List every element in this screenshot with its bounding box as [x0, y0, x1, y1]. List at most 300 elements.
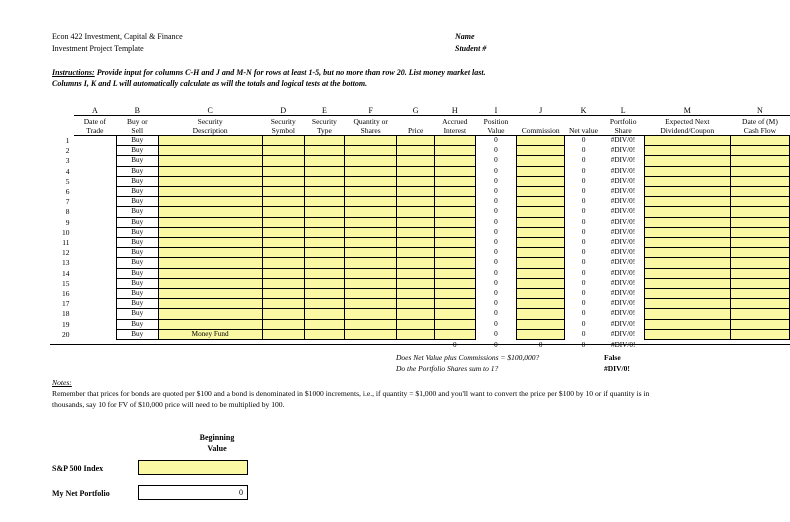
cell-expected-next-dividend[interactable]	[644, 146, 730, 156]
cell-net-value: 0	[565, 166, 603, 176]
cell-expected-next-dividend[interactable]	[644, 309, 730, 319]
cell-position-value: 0	[475, 217, 517, 227]
bottom-rule	[50, 344, 790, 345]
cell-price[interactable]	[397, 227, 434, 237]
cell-security-type[interactable]	[304, 176, 344, 186]
cell-date-of-trade[interactable]	[74, 268, 117, 278]
cell-accrued-interest[interactable]	[434, 309, 475, 319]
cell-expected-next-dividend[interactable]	[644, 258, 730, 268]
header-position-value-l2: Value	[487, 125, 505, 135]
cell-quantity-or-shares[interactable]	[344, 278, 397, 288]
cell-quantity-or-shares[interactable]	[344, 299, 397, 309]
table-row	[50, 278, 790, 288]
column-letter-d: D	[280, 106, 287, 115]
table-row	[50, 319, 790, 329]
row-number: 7	[50, 197, 74, 207]
cell-buy-or-sell[interactable]: Buy	[116, 187, 158, 197]
cell-security-type[interactable]	[304, 217, 344, 227]
cell-price[interactable]	[397, 156, 434, 166]
header-security-type-l2: Type	[316, 125, 332, 135]
cell-portfolio-share: #DIV/0!	[602, 227, 644, 237]
cell-quantity-or-shares[interactable]	[344, 187, 397, 197]
cell-security-type[interactable]	[304, 166, 344, 176]
cell-accrued-interest[interactable]	[434, 268, 475, 278]
cell-security-description[interactable]	[158, 238, 262, 248]
cell-security-symbol[interactable]	[262, 176, 304, 186]
cell-expected-next-dividend[interactable]	[644, 238, 730, 248]
cell-expected-next-dividend[interactable]	[644, 217, 730, 227]
cell-security-symbol[interactable]	[262, 207, 304, 217]
cell-commission[interactable]	[517, 176, 565, 186]
header-commission	[517, 116, 565, 136]
cell-date-of-cash-flow[interactable]	[730, 238, 789, 248]
cell-security-symbol[interactable]	[262, 258, 304, 268]
cell-security-description[interactable]	[158, 309, 262, 319]
cell-expected-next-dividend[interactable]	[644, 207, 730, 217]
header-position-value-l1: Position	[483, 116, 509, 126]
cell-quantity-or-shares[interactable]	[344, 176, 397, 186]
cell-date-of-cash-flow[interactable]	[730, 227, 789, 237]
cell-security-symbol[interactable]	[262, 278, 304, 288]
cell-security-symbol[interactable]	[262, 217, 304, 227]
cell-net-value: 0	[565, 207, 603, 217]
cell-date-of-cash-flow[interactable]	[730, 207, 789, 217]
cell-security-symbol[interactable]	[262, 319, 304, 329]
header-portfolio-share-l1: Portfolio	[609, 116, 637, 126]
cell-expected-next-dividend[interactable]	[644, 197, 730, 207]
cell-quantity-or-shares[interactable]	[344, 309, 397, 319]
cell-security-type[interactable]	[304, 227, 344, 237]
cell-buy-or-sell[interactable]: Buy	[116, 156, 158, 166]
cell-commission[interactable]	[517, 207, 565, 217]
cell-accrued-interest[interactable]	[434, 166, 475, 176]
header-quantity-or-shares	[344, 116, 397, 136]
cell-security-description[interactable]	[158, 299, 262, 309]
header-buy-or-sell	[116, 116, 158, 136]
cell-position-value: 0	[475, 227, 517, 237]
my-net-portfolio-value-box	[138, 485, 248, 500]
cell-date-of-trade[interactable]	[74, 156, 117, 166]
column-letter-k: K	[580, 106, 587, 115]
cell-date-of-trade[interactable]	[74, 207, 117, 217]
cell-accrued-interest[interactable]	[434, 187, 475, 197]
cell-quantity-or-shares[interactable]	[344, 319, 397, 329]
header-security-type	[304, 116, 344, 136]
cell-accrued-interest[interactable]	[434, 156, 475, 166]
cell-security-symbol[interactable]	[262, 166, 304, 176]
cell-position-value: 0	[475, 309, 517, 319]
course-title-line2: Investment Project Template	[52, 44, 144, 53]
cell-accrued-interest[interactable]	[434, 197, 475, 207]
cell-commission[interactable]	[517, 319, 565, 329]
row-number: 4	[50, 166, 74, 176]
cell-buy-or-sell[interactable]: Buy	[116, 207, 158, 217]
row-number: 2	[50, 146, 74, 156]
cell-expected-next-dividend[interactable]	[644, 187, 730, 197]
cell-security-description[interactable]	[158, 187, 262, 197]
cell-accrued-interest[interactable]	[434, 278, 475, 288]
cell-buy-or-sell[interactable]: Buy	[116, 166, 158, 176]
cell-price[interactable]	[397, 146, 434, 156]
cell-buy-or-sell[interactable]: Buy	[116, 289, 158, 299]
cell-price[interactable]	[397, 176, 434, 186]
cell-commission[interactable]	[517, 268, 565, 278]
notes-line1: Remember that prices for bonds are quoted per $100 and a bond is denominated in $1000 increments, i.e., if quantity = $1,000 and you'll want to convert the price per $100 by 10 or if quantity is in	[52, 389, 650, 398]
cell-security-type[interactable]	[304, 268, 344, 278]
cell-date-of-cash-flow[interactable]	[730, 309, 789, 319]
cell-accrued-interest[interactable]	[434, 227, 475, 237]
cell-date-of-trade[interactable]	[74, 176, 117, 186]
cell-quantity-or-shares[interactable]	[344, 268, 397, 278]
cell-net-value: 0	[565, 258, 603, 268]
cell-security-type[interactable]	[304, 156, 344, 166]
cell-date-of-cash-flow[interactable]	[730, 136, 789, 146]
cell-commission[interactable]	[517, 146, 565, 156]
totals-commission: 0	[517, 340, 565, 351]
cell-security-type[interactable]	[304, 248, 344, 258]
header-portfolio-share	[602, 116, 644, 136]
cell-date-of-cash-flow[interactable]	[730, 176, 789, 186]
cell-security-description[interactable]	[158, 258, 262, 268]
header-expected-next-dividend	[644, 116, 730, 136]
sp500-index-input[interactable]	[138, 460, 248, 475]
cell-price[interactable]	[397, 217, 434, 227]
cell-security-symbol[interactable]	[262, 299, 304, 309]
row-number: 16	[50, 289, 74, 299]
cell-quantity-or-shares[interactable]	[344, 329, 397, 339]
cell-security-description[interactable]: Money Fund	[158, 329, 262, 339]
cell-price[interactable]	[397, 187, 434, 197]
cell-commission[interactable]	[517, 289, 565, 299]
row-number: 1	[50, 136, 74, 146]
cell-date-of-cash-flow[interactable]	[730, 319, 789, 329]
cell-quantity-or-shares[interactable]	[344, 248, 397, 258]
totals-portfolio-share: #DIV/0!	[602, 340, 644, 351]
cell-buy-or-sell[interactable]: Buy	[116, 278, 158, 288]
cell-buy-or-sell[interactable]: Buy	[116, 329, 158, 339]
cell-expected-next-dividend[interactable]	[644, 268, 730, 278]
cell-security-type[interactable]	[304, 258, 344, 268]
row-number: 3	[50, 156, 74, 166]
test-question-1: Does Net Value plus Commissions = $100,000?	[396, 353, 540, 362]
cell-security-symbol[interactable]	[262, 136, 304, 146]
cell-security-symbol[interactable]	[262, 227, 304, 237]
cell-date-of-trade[interactable]	[74, 187, 117, 197]
cell-security-symbol[interactable]	[262, 268, 304, 278]
cell-security-type[interactable]	[304, 309, 344, 319]
cell-accrued-interest[interactable]	[434, 248, 475, 258]
cell-expected-next-dividend[interactable]	[644, 278, 730, 288]
cell-date-of-trade[interactable]	[74, 227, 117, 237]
cell-buy-or-sell[interactable]: Buy	[116, 309, 158, 319]
cell-accrued-interest[interactable]	[434, 258, 475, 268]
cell-price[interactable]	[397, 268, 434, 278]
cell-buy-or-sell[interactable]: Buy	[116, 258, 158, 268]
cell-security-type[interactable]	[304, 289, 344, 299]
cell-security-symbol[interactable]	[262, 309, 304, 319]
cell-commission[interactable]	[517, 329, 565, 339]
cell-accrued-interest[interactable]	[434, 146, 475, 156]
cell-price[interactable]	[397, 238, 434, 248]
cell-quantity-or-shares[interactable]	[344, 217, 397, 227]
cell-date-of-cash-flow[interactable]	[730, 146, 789, 156]
cell-security-type[interactable]	[304, 329, 344, 339]
cell-date-of-trade[interactable]	[74, 258, 117, 268]
cell-price[interactable]	[397, 248, 434, 258]
cell-accrued-interest[interactable]	[434, 176, 475, 186]
cell-date-of-trade[interactable]	[74, 146, 117, 156]
cell-expected-next-dividend[interactable]	[644, 289, 730, 299]
instructions-block	[52, 67, 486, 89]
cell-accrued-interest[interactable]	[434, 289, 475, 299]
cell-security-type[interactable]	[304, 299, 344, 309]
cell-commission[interactable]	[517, 187, 565, 197]
cell-expected-next-dividend[interactable]	[644, 248, 730, 258]
cell-expected-next-dividend[interactable]	[644, 319, 730, 329]
row-number: 20	[50, 329, 74, 339]
header-portfolio-share-l2: Share	[614, 125, 632, 135]
cell-security-type[interactable]	[304, 146, 344, 156]
cell-buy-or-sell[interactable]: Buy	[116, 227, 158, 237]
cell-security-description[interactable]	[158, 319, 262, 329]
cell-portfolio-share: #DIV/0!	[602, 319, 644, 329]
cell-price[interactable]	[397, 207, 434, 217]
cell-buy-or-sell[interactable]: Buy	[116, 238, 158, 248]
cell-quantity-or-shares[interactable]	[344, 258, 397, 268]
header-cash-flow-l2: Cash Flow	[743, 125, 777, 135]
cell-quantity-or-shares[interactable]	[344, 289, 397, 299]
cell-security-description[interactable]	[158, 176, 262, 186]
cell-security-type[interactable]	[304, 238, 344, 248]
header-position-value	[475, 116, 517, 136]
cell-date-of-cash-flow[interactable]	[730, 156, 789, 166]
cell-date-of-trade[interactable]	[74, 319, 117, 329]
cell-commission[interactable]	[517, 309, 565, 319]
cell-security-symbol[interactable]	[262, 238, 304, 248]
cell-price[interactable]	[397, 197, 434, 207]
table-row	[50, 156, 790, 166]
column-letter-h: H	[451, 106, 458, 115]
cell-security-symbol[interactable]	[262, 329, 304, 339]
cell-date-of-trade[interactable]	[74, 289, 117, 299]
cell-net-value: 0	[565, 227, 603, 237]
cell-date-of-cash-flow[interactable]	[730, 278, 789, 288]
totals-net-value: 0	[565, 340, 603, 351]
cell-accrued-interest[interactable]	[434, 319, 475, 329]
cell-date-of-cash-flow[interactable]	[730, 299, 789, 309]
cell-security-description[interactable]	[158, 268, 262, 278]
cell-security-description[interactable]	[158, 248, 262, 258]
cell-security-type[interactable]	[304, 278, 344, 288]
cell-date-of-trade[interactable]	[74, 299, 117, 309]
cell-security-symbol[interactable]	[262, 248, 304, 258]
cell-expected-next-dividend[interactable]	[644, 299, 730, 309]
cell-date-of-trade[interactable]	[74, 217, 117, 227]
cell-accrued-interest[interactable]	[434, 207, 475, 217]
cell-buy-or-sell[interactable]: Buy	[116, 268, 158, 278]
cell-date-of-trade[interactable]	[74, 166, 117, 176]
cell-security-type[interactable]	[304, 136, 344, 146]
cell-accrued-interest[interactable]	[434, 136, 475, 146]
cell-commission[interactable]	[517, 278, 565, 288]
cell-position-value: 0	[475, 289, 517, 299]
table-row	[50, 227, 790, 237]
course-title-line1: Econ 422 Investment, Capital & Finance	[52, 32, 183, 41]
cell-quantity-or-shares[interactable]	[344, 227, 397, 237]
header-net-value	[565, 116, 603, 136]
cell-buy-or-sell[interactable]: Buy	[116, 217, 158, 227]
row-number: 8	[50, 207, 74, 217]
cell-security-description[interactable]	[158, 217, 262, 227]
beginning-value-l1: Beginning	[199, 433, 235, 442]
cell-security-description[interactable]	[158, 207, 262, 217]
cell-quantity-or-shares[interactable]	[344, 136, 397, 146]
cell-price[interactable]	[397, 299, 434, 309]
cell-commission[interactable]	[517, 258, 565, 268]
cell-commission[interactable]	[517, 217, 565, 227]
cell-security-symbol[interactable]	[262, 187, 304, 197]
cell-expected-next-dividend[interactable]	[644, 176, 730, 186]
cell-portfolio-share: #DIV/0!	[602, 309, 644, 319]
cell-date-of-cash-flow[interactable]	[730, 329, 789, 339]
cell-security-type[interactable]	[304, 187, 344, 197]
column-letter-b: B	[134, 106, 140, 115]
instructions-line1-text: Provide input for columns C-H and J and M-N for rows at least 1-5, but no more than row 20. List money market last.	[94, 68, 486, 77]
cell-commission[interactable]	[517, 156, 565, 166]
cell-net-value: 0	[565, 176, 603, 186]
cell-date-of-trade[interactable]	[74, 278, 117, 288]
cell-position-value: 0	[475, 136, 517, 146]
header-date-of-trade-l1: Date of	[83, 116, 107, 126]
header-expected-dividend-l2: Dividend/Coupon	[660, 125, 715, 135]
cell-buy-or-sell[interactable]: Buy	[116, 176, 158, 186]
cell-date-of-trade[interactable]	[74, 309, 117, 319]
cell-commission[interactable]	[517, 166, 565, 176]
cell-accrued-interest[interactable]	[434, 238, 475, 248]
cell-date-of-trade[interactable]	[74, 248, 117, 258]
header-security-description	[158, 116, 262, 136]
cell-security-description[interactable]	[158, 166, 262, 176]
cell-security-type[interactable]	[304, 207, 344, 217]
cell-net-value: 0	[565, 197, 603, 207]
cell-price[interactable]	[397, 258, 434, 268]
cell-position-value: 0	[475, 278, 517, 288]
cell-commission[interactable]	[517, 299, 565, 309]
cell-accrued-interest[interactable]	[434, 329, 475, 339]
cell-quantity-or-shares[interactable]	[344, 197, 397, 207]
cell-buy-or-sell[interactable]: Buy	[116, 319, 158, 329]
row-number: 6	[50, 187, 74, 197]
cell-security-type[interactable]	[304, 319, 344, 329]
cell-expected-next-dividend[interactable]	[644, 166, 730, 176]
cell-accrued-interest[interactable]	[434, 217, 475, 227]
cell-date-of-trade[interactable]	[74, 238, 117, 248]
notes-label: Notes:	[52, 378, 72, 387]
cell-quantity-or-shares[interactable]	[344, 146, 397, 156]
beginning-value-header	[172, 432, 262, 454]
cell-buy-or-sell[interactable]: Buy	[116, 248, 158, 258]
cell-price[interactable]	[397, 309, 434, 319]
cell-position-value: 0	[475, 187, 517, 197]
cell-date-of-trade[interactable]	[74, 197, 117, 207]
header-security-symbol-l2: Symbol	[271, 125, 295, 135]
cell-price[interactable]	[397, 278, 434, 288]
cell-portfolio-share: #DIV/0!	[602, 329, 644, 339]
cell-quantity-or-shares[interactable]	[344, 238, 397, 248]
cell-date-of-cash-flow[interactable]	[730, 248, 789, 258]
cell-date-of-cash-flow[interactable]	[730, 187, 789, 197]
cell-security-description[interactable]	[158, 156, 262, 166]
cell-date-of-cash-flow[interactable]	[730, 289, 789, 299]
cell-security-description[interactable]	[158, 197, 262, 207]
cell-commission[interactable]	[517, 227, 565, 237]
cell-expected-next-dividend[interactable]	[644, 136, 730, 146]
cell-expected-next-dividend[interactable]	[644, 329, 730, 339]
cell-quantity-or-shares[interactable]	[344, 156, 397, 166]
cell-buy-or-sell[interactable]: Buy	[116, 136, 158, 146]
cell-quantity-or-shares[interactable]	[344, 166, 397, 176]
cell-date-of-cash-flow[interactable]	[730, 166, 789, 176]
cell-portfolio-share: #DIV/0!	[602, 289, 644, 299]
cell-security-type[interactable]	[304, 197, 344, 207]
cell-security-description[interactable]	[158, 227, 262, 237]
cell-date-of-cash-flow[interactable]	[730, 268, 789, 278]
cell-security-symbol[interactable]	[262, 156, 304, 166]
cell-accrued-interest[interactable]	[434, 299, 475, 309]
column-letter-g: G	[412, 106, 419, 115]
cell-date-of-cash-flow[interactable]	[730, 258, 789, 268]
cell-quantity-or-shares[interactable]	[344, 207, 397, 217]
cell-date-of-trade[interactable]	[74, 329, 117, 339]
cell-commission[interactable]	[517, 248, 565, 258]
cell-buy-or-sell[interactable]: Buy	[116, 146, 158, 156]
cell-price[interactable]	[397, 319, 434, 329]
cell-portfolio-share: #DIV/0!	[602, 268, 644, 278]
cell-net-value: 0	[565, 329, 603, 339]
name-label: Name	[455, 32, 475, 41]
header-date-of-trade-l2: Trade	[86, 125, 104, 135]
header-expected-dividend-l1: Expected Next	[665, 116, 710, 126]
cell-commission[interactable]	[517, 238, 565, 248]
cell-buy-or-sell[interactable]: Buy	[116, 197, 158, 207]
cell-security-symbol[interactable]	[262, 197, 304, 207]
cell-commission[interactable]	[517, 197, 565, 207]
cell-security-symbol[interactable]	[262, 146, 304, 156]
table-row	[50, 207, 790, 217]
cell-price[interactable]	[397, 136, 434, 146]
cell-date-of-trade[interactable]	[74, 136, 117, 146]
cell-date-of-cash-flow[interactable]	[730, 197, 789, 207]
cell-expected-next-dividend[interactable]	[644, 227, 730, 237]
cell-commission[interactable]	[517, 136, 565, 146]
header-date-of-cash-flow	[730, 116, 789, 136]
cell-price[interactable]	[397, 329, 434, 339]
cell-security-description[interactable]	[158, 136, 262, 146]
cell-portfolio-share: #DIV/0!	[602, 258, 644, 268]
cell-date-of-cash-flow[interactable]	[730, 217, 789, 227]
header-buy-or-sell-l1: Buy or	[126, 116, 148, 126]
cell-security-symbol[interactable]	[262, 289, 304, 299]
cell-security-description[interactable]	[158, 146, 262, 156]
cell-expected-next-dividend[interactable]	[644, 156, 730, 166]
cell-price[interactable]	[397, 166, 434, 176]
cell-security-description[interactable]	[158, 289, 262, 299]
cell-buy-or-sell[interactable]: Buy	[116, 299, 158, 309]
cell-price[interactable]	[397, 289, 434, 299]
cell-security-description[interactable]	[158, 278, 262, 288]
header-commission-l2: Commission	[521, 125, 560, 135]
logic-tests-questions	[396, 352, 539, 374]
